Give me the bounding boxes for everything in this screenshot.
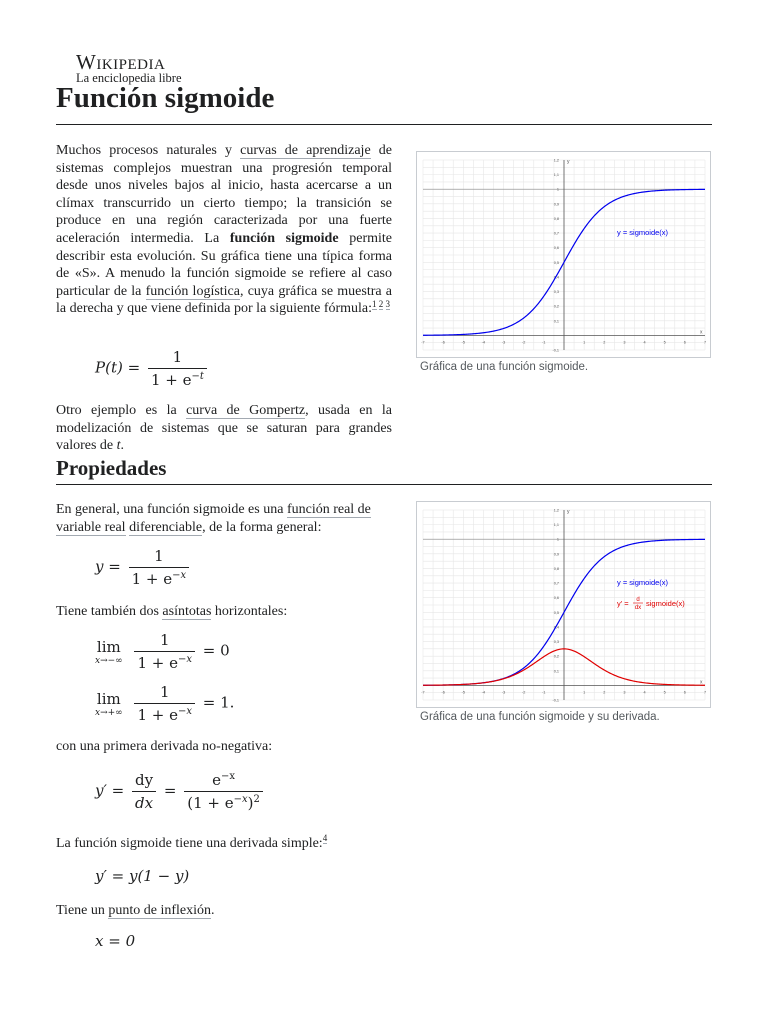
legend-derivative-prefix: y' = [617,599,629,608]
x-tick-label: 1 [583,690,586,695]
intro-bold-term: función sigmoide [229,230,339,246]
lim1-den-exp: −x [177,654,192,665]
gompertz-text-1: Otro ejemplo es la [56,403,187,418]
y-tick-label: 0,5 [553,260,559,265]
deriv-num-exp: −x [220,771,235,782]
x-tick-label: -2 [522,690,526,695]
y-tick-label: -0,1 [552,698,559,703]
y-tick-label: -0,1 [552,348,559,353]
lim1-sub: x→−∞ [95,655,123,666]
lim2-den-base: 1 + e [137,706,178,724]
lim2-rhs: = 1. [202,693,235,712]
x-tick-label: -2 [522,340,526,345]
x-tick-label: 7 [703,690,707,695]
x-tick-label: -4 [481,340,486,345]
lim2-den-exp: −x [177,706,192,717]
prop-text-3: , de la forma general: [202,519,322,535]
lim1-numerator: 1 [159,631,170,649]
link-punto-inflexion[interactable]: punto de inflexión [108,903,212,918]
page-title: Función sigmoide [56,82,275,114]
y-tick-label: 0,2 [553,304,559,309]
y-tick-label: 0,3 [553,290,559,295]
figure-caption-1: Gráfica de una función sigmoide. [420,361,589,373]
formula-numerator: 1 [172,348,183,366]
link-curva-gompertz[interactable]: curva de Gompertz [186,403,306,418]
y-tick-label: 1,1 [553,173,559,178]
section-rule [56,484,712,485]
inflection-paragraph [56,902,392,920]
figure-sigmoid [416,151,711,358]
general-numerator: 1 [154,547,164,565]
y-axis-label: y [567,159,570,165]
y-tick-label: 1 [556,187,559,192]
deriv-den-exp: −x [233,794,248,805]
y-tick-label: 0,2 [553,654,559,659]
figure-caption-2: Gráfica de una función sigmoide y su derivada. [420,711,660,723]
y-tick-label: 1,2 [553,158,559,163]
intro-text-3: permite describir esta evolución. Su gráfica tiene una típica forma de «S». A menudo la función sigmoide se refiere al caso particular de la [56,230,392,299]
inflex-text-1: Tiene un [56,903,109,918]
x-tick-label: 6 [683,340,686,345]
wikipedia-tagline: La enciclopedia libre [76,71,182,85]
link-diferenciable[interactable]: diferenciable [129,519,203,535]
formula-limit-minus [95,631,230,672]
y-axis-label: y [567,509,570,515]
intro-text-1: Muchos procesos naturales y [56,143,241,158]
x-tick-label: -4 [481,690,486,695]
asym-text-1: Tiene también dos [56,604,163,619]
gompertz-text-3: . [120,438,125,454]
y-tick-label: 1,1 [553,523,559,528]
y-tick-label: 0,8 [553,566,559,571]
y-tick-label: 0,9 [553,202,559,207]
intro-paragraph [56,142,392,318]
formula-logistic [95,348,210,389]
link-curvas-aprendizaje[interactable]: curvas de aprendizaje [240,143,371,158]
x-tick-label: 3 [623,340,626,345]
deriv-num-base: e [212,771,221,789]
y-tick-label: 0,7 [553,231,559,236]
prop-text-1: En general, una función sigmoide es una [56,502,287,517]
intro-text-4: , cuya gráfica se muestra a la derecha y que viene definida por la siguiente fórmula: [56,283,393,317]
link-asintotas[interactable]: asíntotas [162,604,212,619]
formula-limit-plus [95,683,234,724]
derivative-paragraph: con una primera derivada no-negativa: [56,739,273,754]
lim2-sub: x→+∞ [95,707,123,718]
y-tick-label: 0,4 [553,625,559,630]
x-axis-label: x [700,329,703,336]
x-tick-label: -5 [461,690,465,695]
legend-derivative-d: d [636,597,640,603]
legend-sigmoid: y = sigmoide(x) [617,228,669,237]
x-tick-label: -7 [421,340,425,345]
formula-den-base: 1 + e [150,371,192,389]
section-heading-propiedades: Propiedades [56,456,167,480]
x-tick-label: 5 [663,690,666,695]
general-lhs: y = [95,557,121,576]
ref-2[interactable]: 2 [378,298,384,309]
asym-text-2: horizontales: [211,604,288,619]
sigmoid-chart [417,152,710,357]
x-tick-label: 1 [583,340,586,345]
lim1-op: lim [96,637,121,656]
x-tick-label: 6 [683,690,686,695]
ref-3[interactable]: 3 [385,298,391,309]
lim1-rhs: = 0 [202,641,230,660]
legend-derivative-dx: dx [634,605,642,611]
x-tick-label: 5 [663,340,666,345]
legend-derivative-suffix: sigmoide(x) [646,599,685,608]
sigmoid-derivative-chart [417,502,710,707]
simple-derivative-paragraph [56,835,392,853]
formula-lhs: P(t) = [95,358,141,377]
y-tick-label: 0,1 [553,669,559,674]
link-funcion-real[interactable]: función real de variable real [56,502,371,535]
lim2-op: lim [96,689,121,708]
gompertz-paragraph [56,402,392,455]
gompertz-text-2: , usada en la modelización de sistemas que se saturan para grandes valores de [56,403,392,454]
x-tick-label: 3 [623,690,626,695]
x-tick-label: 7 [703,340,707,345]
formula-inflection: x = 0 [95,932,136,950]
ref-4[interactable]: 4 [322,833,328,844]
general-den-base: 1 + e [131,570,173,588]
y-tick-label: 1,2 [553,508,559,513]
y-tick-label: 0,5 [553,610,559,615]
y-tick-label: 0,6 [553,596,559,601]
simple-text: La función sigmoide tiene una derivada simple: [56,836,323,851]
y-tick-label: 0,1 [553,319,559,324]
asymptote-paragraph [56,603,392,621]
deriv-den-pow: 2 [253,794,260,805]
x-tick-label: -3 [501,340,506,345]
wikipedia-wordmark[interactable]: Wikipedia [76,50,166,74]
formula-den-exp: −t [191,371,204,382]
x-tick-label: 4 [643,340,646,345]
gompertz-var: t [116,438,121,454]
y-tick-label: 0,9 [553,552,559,557]
deriv-den-dx: dx [132,791,156,812]
formula-derivative [95,771,266,812]
lim2-numerator: 1 [159,683,170,701]
inflex-text-2: . [211,903,215,918]
x-tick-label: 2 [603,690,606,695]
y-tick-label: 0,6 [553,246,559,251]
x-tick-label: 2 [603,340,606,345]
y-tick-label: 0,4 [553,275,559,280]
general-den-exp: −x [172,570,187,581]
x-tick-label: -5 [461,340,465,345]
ref-1[interactable]: 1 [372,298,377,309]
x-tick-label: -6 [441,690,445,695]
legend-sigmoid: y = sigmoide(x) [617,578,669,587]
deriv-lhs: y′ = [95,781,125,800]
link-funcion-logistica[interactable]: función logística [145,283,240,299]
y-tick-label: 0,3 [553,640,559,645]
intro-text-2: de sistemas complejos muestran una progresión temporal desde unos niveles bajos al inicio, hasta acercarse a un clímax transcurrido un cierto tiempo; la transición se produce en una región caracterizada por una fuerte aceleración intermedia. La [56,143,392,246]
x-tick-label: -1 [542,340,546,345]
formula-simple-derivative: y′ = y(1 − y) [95,867,190,885]
x-tick-label: 4 [643,690,646,695]
title-rule [56,124,712,125]
y-tick-label: 0,7 [553,581,559,586]
lim1-den-base: 1 + e [137,654,178,672]
x-tick-label: -7 [421,690,425,695]
x-tick-label: -1 [542,690,546,695]
x-axis-label: x [700,679,703,686]
deriv-den-a: (1 + e [187,794,234,812]
deriv-den-b: ) [247,794,254,812]
x-tick-label: -3 [501,690,506,695]
x-tick-label: -6 [441,340,445,345]
properties-paragraph [56,501,392,536]
formula-general [95,547,192,588]
deriv-eq: = [163,781,177,800]
y-tick-label: 0,8 [553,216,559,221]
deriv-num-dy: dy [135,771,154,789]
figure-sigmoid-derivative [416,501,711,708]
y-tick-label: 1 [556,537,559,542]
